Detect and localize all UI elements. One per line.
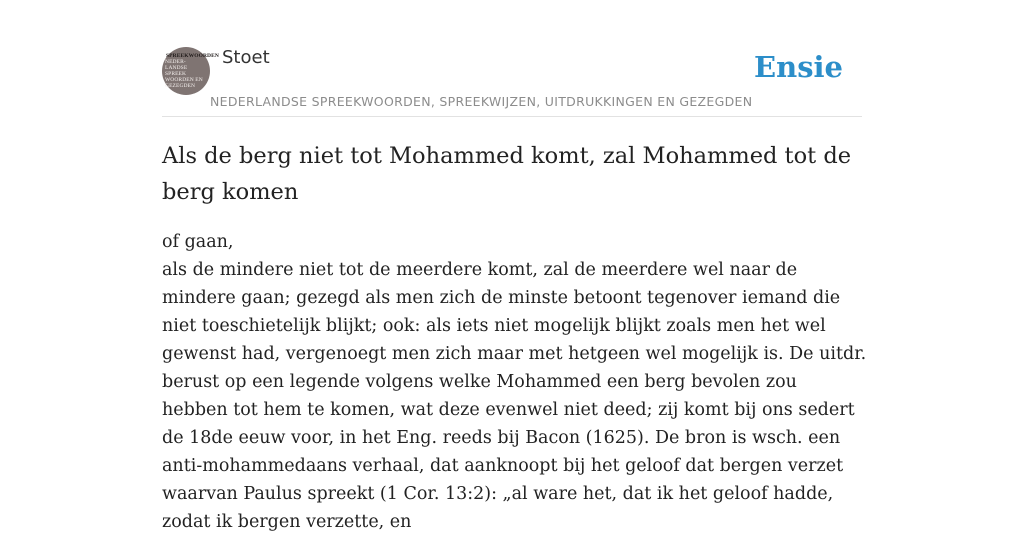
ensie-brand-link[interactable]: Ensie: [754, 50, 843, 84]
source-header: [162, 44, 862, 117]
entry-headword: Als de berg niet tot Mohammed komt, zal Mohammed tot de berg komen: [162, 143, 852, 205]
source-title[interactable]: Stoet: [222, 47, 270, 68]
entry-body: [162, 228, 867, 536]
logo-text-line: WOORDEN EN: [165, 77, 203, 83]
logo-text-top: SPREEKWOORDEN: [166, 53, 219, 59]
entry-definition: als de mindere niet tot de meerdere komt, zal de meerdere wel naar de mindere gaan; gezegd als men zich de minste betoont tegenover iemand die niet toeschietelijk blijkt; ook: als iets niet mogelijk blijkt zoals men het wel gewenst had, vergenoegt men zich maar met hetgeen wel mogelijk is. De uitdr. berust op een legende volgens welke Mohammed een berg bevolen zou hebben tot hem te komen, wat deze evenwel niet deed; zij komt bij ons sedert de 18de eeuw voor, in het Eng. reeds bij Bacon (1625). De bron is wsch. een anti-mohammedaans verhaal, dat aanknoopt bij het geloof dat bergen verzet waarvan Paulus spreekt (1 Cor. 13:2): „al ware het, dat ik het geloof hadde, zodat ik bergen verzette, en: [162, 260, 867, 532]
logo-text-line: GEZEGDEN: [165, 83, 196, 89]
entry-variant: of gaan,: [162, 232, 234, 252]
source-logo[interactable]: [162, 47, 219, 95]
logo-text-line: NEDER-: [165, 59, 186, 65]
source-subtitle: NEDERLANDSE SPREEKWOORDEN, SPREEKWIJZEN, UITDRUKKINGEN EN GEZEGDEN: [210, 94, 753, 109]
logo-text-line: LANDSE: [165, 65, 188, 71]
logo-text-line: SPREEK: [165, 71, 187, 77]
